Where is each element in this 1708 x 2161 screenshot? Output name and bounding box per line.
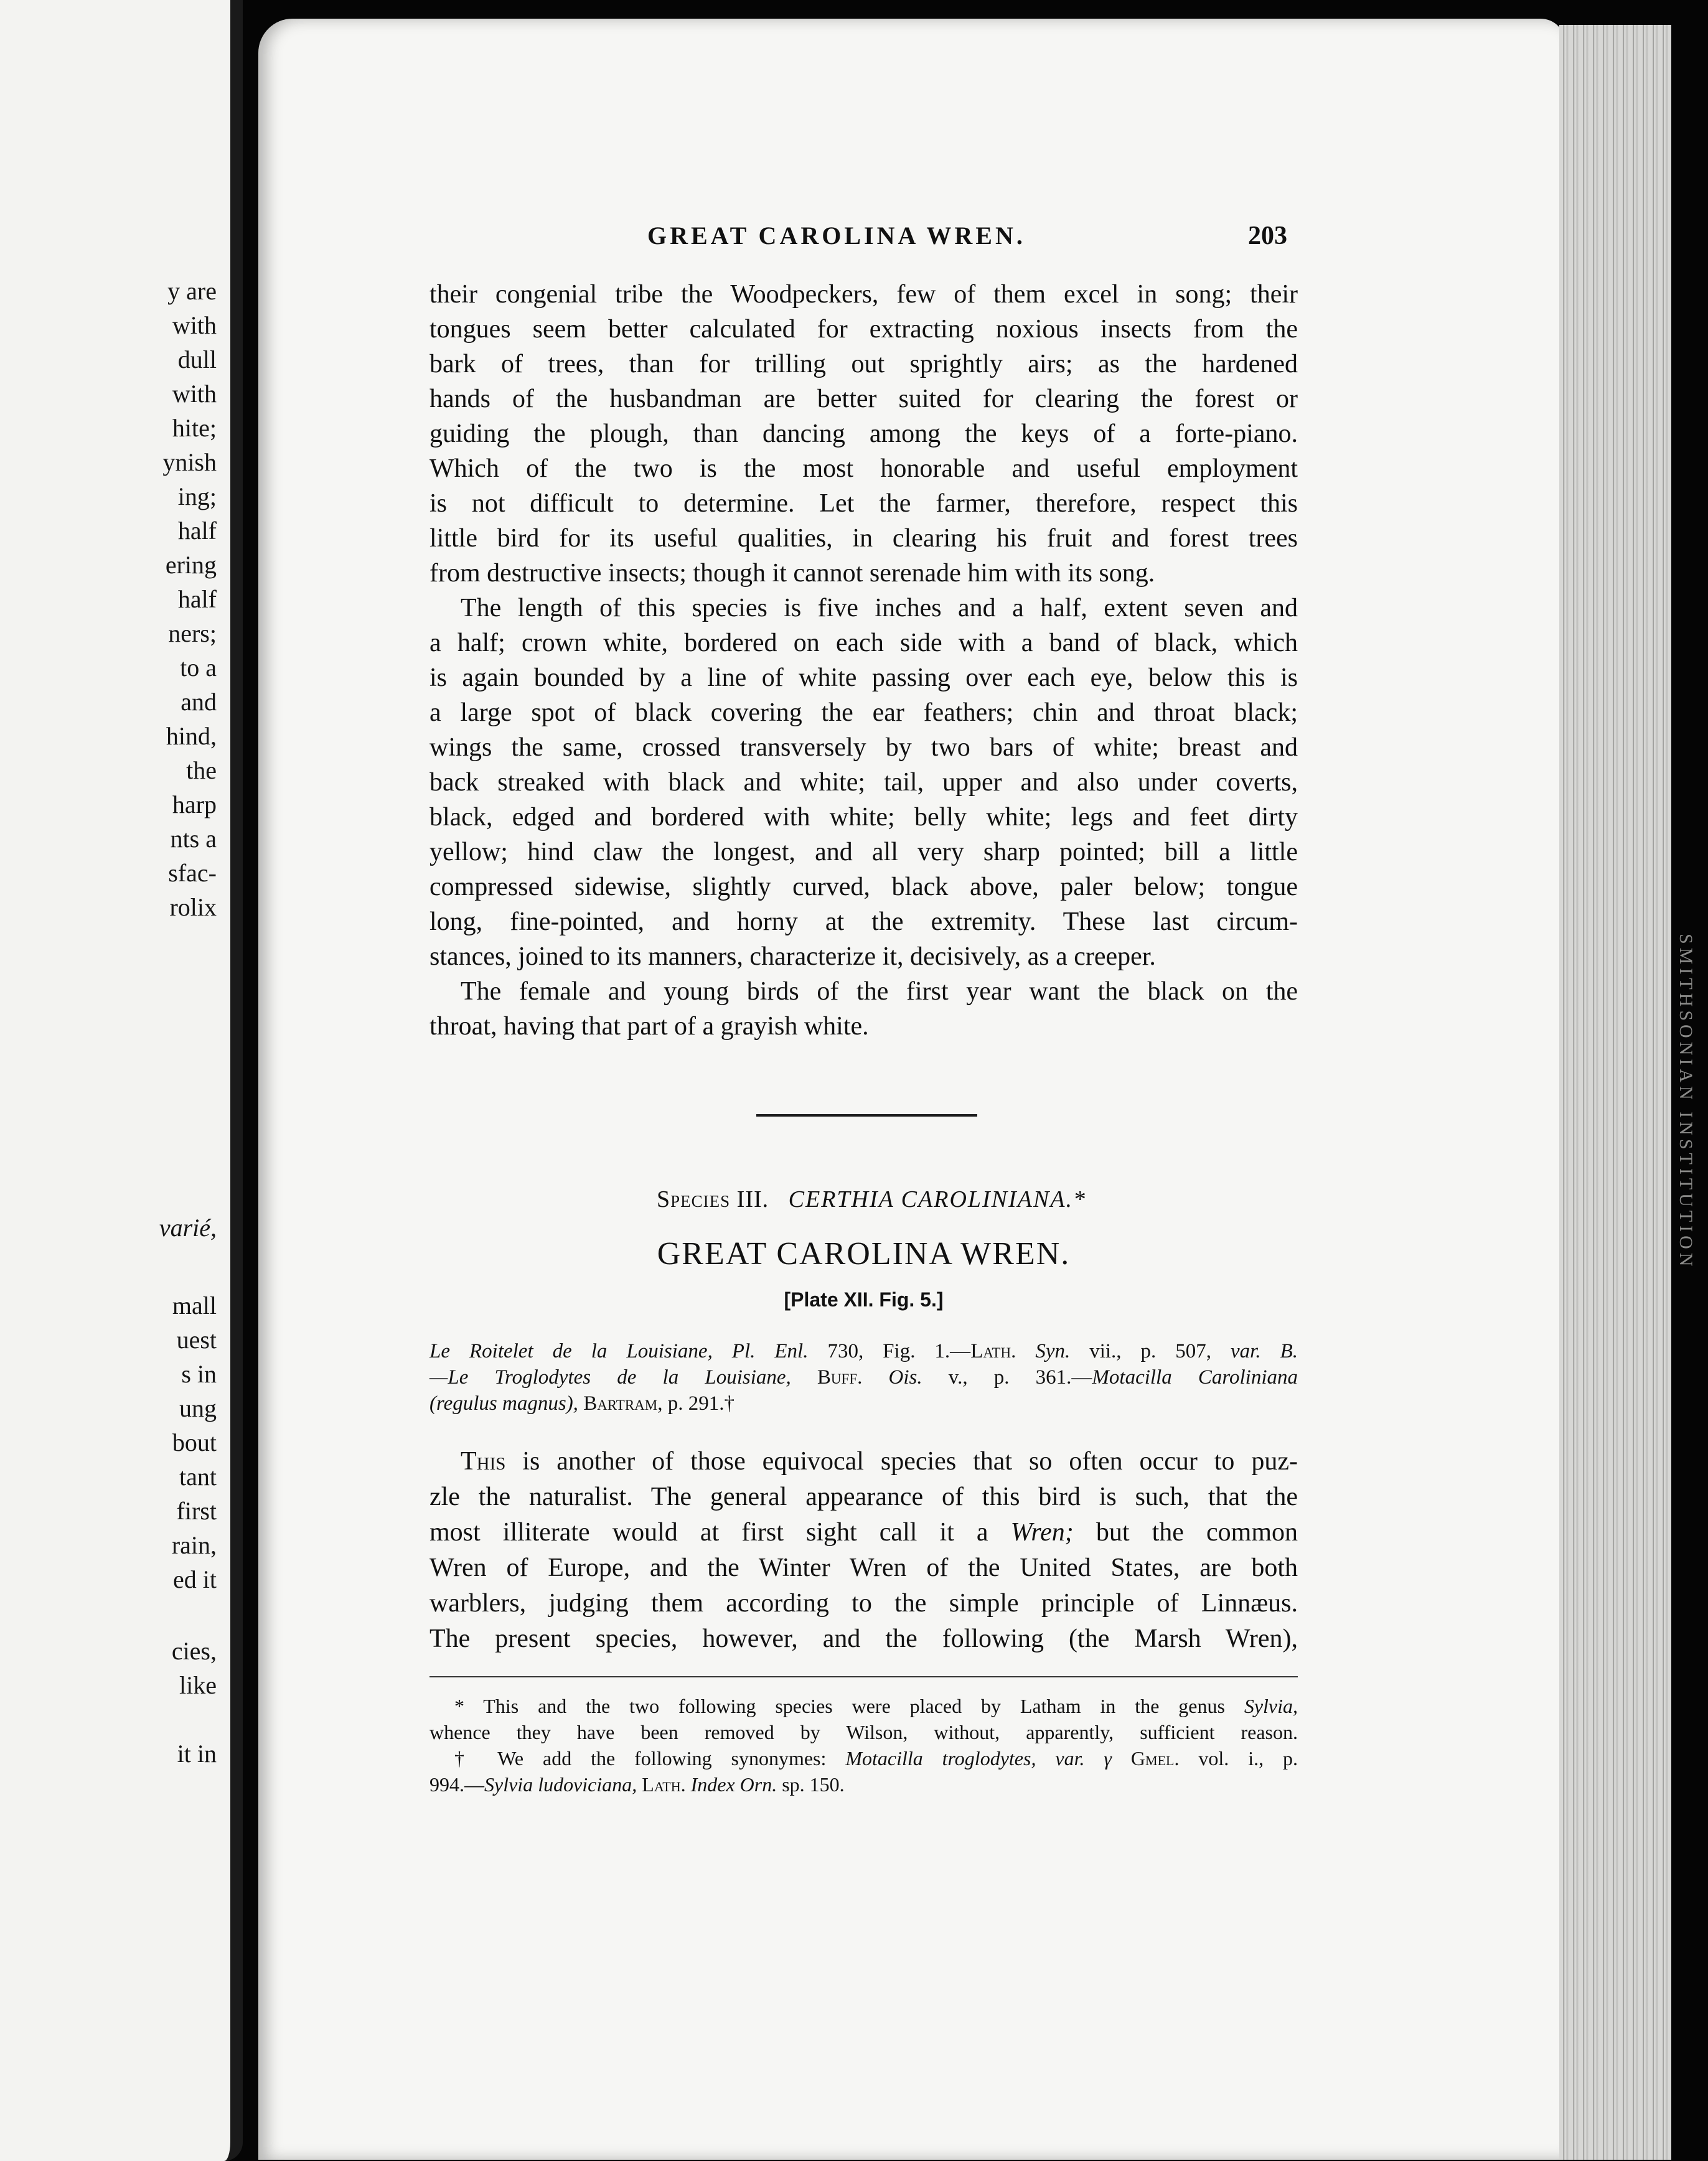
text-line: black, edged and bordered with white; belly white; legs and feet dirty (429, 803, 1298, 832)
text-line: little bird for its useful qualities, in clearing his fruit and forest trees (429, 524, 1298, 553)
left-page-text-fragment: uest (176, 1326, 217, 1354)
text-line: long, fine-pointed, and horny at the extremity. These last circum- (429, 907, 1298, 936)
text-line: Which of the two is the most honorable and useful employment (429, 454, 1298, 483)
text-line: is again bounded by a line of white passing over each eye, below this is (429, 663, 1298, 692)
species-title: GREAT CAROLINA WREN. (657, 1236, 1071, 1272)
left-page-text-fragment: sfac- (168, 859, 217, 887)
spine-text: SMITHSONIAN INSTITUTION (1676, 934, 1696, 1270)
footnote-line: † We add the following synonymes: Motacilla troglodytes, var. γ Gmel. vol. i., p. (454, 1747, 1298, 1770)
left-page-text-fragment: harp (172, 790, 217, 818)
left-page-text-fragment: mall (172, 1291, 217, 1320)
text-line: a half; crown white, bordered on each side with a band of black, which (429, 629, 1298, 657)
footnotes (429, 1693, 1298, 1798)
species-latin-name: CERTHIA CAROLINIANA.* (788, 1186, 1086, 1212)
text-line: most illiterate would at first sight call it a Wren; but the common (429, 1518, 1298, 1547)
left-page-text-fragment: y are (167, 277, 217, 305)
plate-reference: [Plate XII. Fig. 5.] (784, 1288, 944, 1311)
left-page-text-fragment: ners; (168, 619, 217, 647)
text-line: The female and young birds of the first year want the black on the (461, 977, 1298, 1006)
left-page-text-fragment: bout (172, 1428, 217, 1456)
text-line: back streaked with black and white; tail, upper and also under coverts, (429, 768, 1298, 797)
left-page-text-fragment: ed it (173, 1565, 217, 1593)
text-line: yellow; hind claw the longest, and all very sharp pointed; bill a little (429, 838, 1298, 866)
footnote-line: whence they have been removed by Wilson, without, apparently, sufficient reason. (429, 1721, 1298, 1743)
text-line: guiding the plough, than dancing among the keys of a forte-piano. (429, 420, 1298, 448)
left-page-text-fragment: with (172, 380, 217, 408)
species-heading (622, 1186, 1120, 1213)
left-page-text-fragment: and (181, 688, 217, 716)
running-head: GREAT CAROLINA WREN. (647, 222, 1026, 250)
left-page-text-fragment: it in (177, 1740, 217, 1768)
left-page-text-fragment: hite; (172, 414, 217, 442)
page-block-edges (1559, 25, 1671, 2160)
text-line: The present species, however, and the following (the Marsh Wren), (429, 1624, 1298, 1653)
synonymy-block (429, 1338, 1298, 1417)
text-line: zle the naturalist. The general appearance of this bird is such, that the (429, 1483, 1298, 1511)
left-page-text-fragment: rain, (171, 1531, 217, 1559)
left-page-text-fragment: first (176, 1497, 217, 1525)
text-line: warblers, judging them according to the simple principle of Linnæus. (429, 1589, 1298, 1618)
text-line: wings the same, crossed transversely by two bars of white; breast and (429, 733, 1298, 762)
footnote-line: 994.—Sylvia ludoviciana, Lath. Index Orn. sp. 150. (429, 1773, 845, 1796)
text-line: compressed sidewise, slightly curved, black above, paler below; tongue (429, 873, 1298, 901)
text-line: throat, having that part of a grayish white. (429, 1012, 869, 1041)
section-divider (756, 1114, 977, 1117)
left-page-text-fragment: like (179, 1671, 217, 1699)
text-line: Wren of Europe, and the Winter Wren of the United States, are both (429, 1554, 1298, 1582)
left-page-text-fragment: the (186, 756, 217, 784)
left-page-text-fragment: dull (177, 345, 217, 373)
left-page-text-fragment: to a (180, 654, 217, 682)
text-line: a large spot of black covering the ear feathers; chin and throat black; (429, 698, 1298, 727)
left-page-text-fragment: s in (181, 1360, 217, 1388)
text-line: is not difficult to determine. Let the farmer, therefore, respect this (429, 489, 1298, 518)
body-text (429, 277, 1298, 1044)
left-page-text-fragment: ynish (162, 448, 217, 476)
left-page-text-fragment: varié, (159, 1214, 217, 1242)
text-line: This is another of those equivocal species that so often occur to puz- (461, 1447, 1298, 1476)
left-page-text-fragment: rolix (169, 893, 217, 921)
footnote-line: * This and the two following species were placed by Latham in the genus Sylvia, (454, 1695, 1298, 1717)
left-page-text-fragment: hind, (166, 722, 217, 750)
left-page-text-fragment: nts a (170, 825, 217, 853)
text-line: The length of this species is five inches and a half, extent seven and (461, 594, 1298, 622)
left-page-text-fragment: half (177, 517, 217, 545)
left-page-text-fragment: ering (165, 551, 217, 579)
footnote-divider (429, 1676, 1298, 1677)
synonymy-line: Le Roitelet de la Louisiane, Pl. Enl. 730, Fig. 1.—Lath. Syn. vii., p. 507, var. B. (429, 1340, 1298, 1362)
synonymy-line: —Le Troglodytes de la Louisiane, Buff. Ois. v., p. 361.—Motacilla Caroliniana (429, 1366, 1298, 1389)
left-page-text-fragment: half (177, 585, 217, 613)
text-line: hands of the husbandman are better suited for clearing the forest or (429, 385, 1298, 413)
left-page-text-fragment: tant (179, 1463, 217, 1491)
left-page-text-fragment: with (172, 311, 217, 339)
text-line: their congenial tribe the Woodpeckers, few of them excel in song; their (429, 280, 1298, 309)
page-number: 203 (1248, 222, 1287, 250)
left-page-text-fragment: cies, (171, 1637, 217, 1665)
text-line: from destructive insects; though it cannot serenade him with its song. (429, 559, 1155, 588)
text-line: stances, joined to its manners, characterize it, decisively, as a creeper. (429, 942, 1156, 971)
text-line: bark of trees, than for trilling out sprightly airs; as the hardened (429, 350, 1298, 378)
species-description (429, 1444, 1298, 1657)
species-label: Species III. (657, 1186, 769, 1212)
synonymy-line: (regulus magnus), Bartram, p. 291.† (429, 1392, 734, 1415)
left-page-text-fragment: ing; (177, 482, 217, 510)
text-line: tongues seem better calculated for extracting noxious insects from the (429, 315, 1298, 344)
left-page-text-fragment: ung (179, 1394, 217, 1422)
previous-page (0, 0, 243, 2161)
